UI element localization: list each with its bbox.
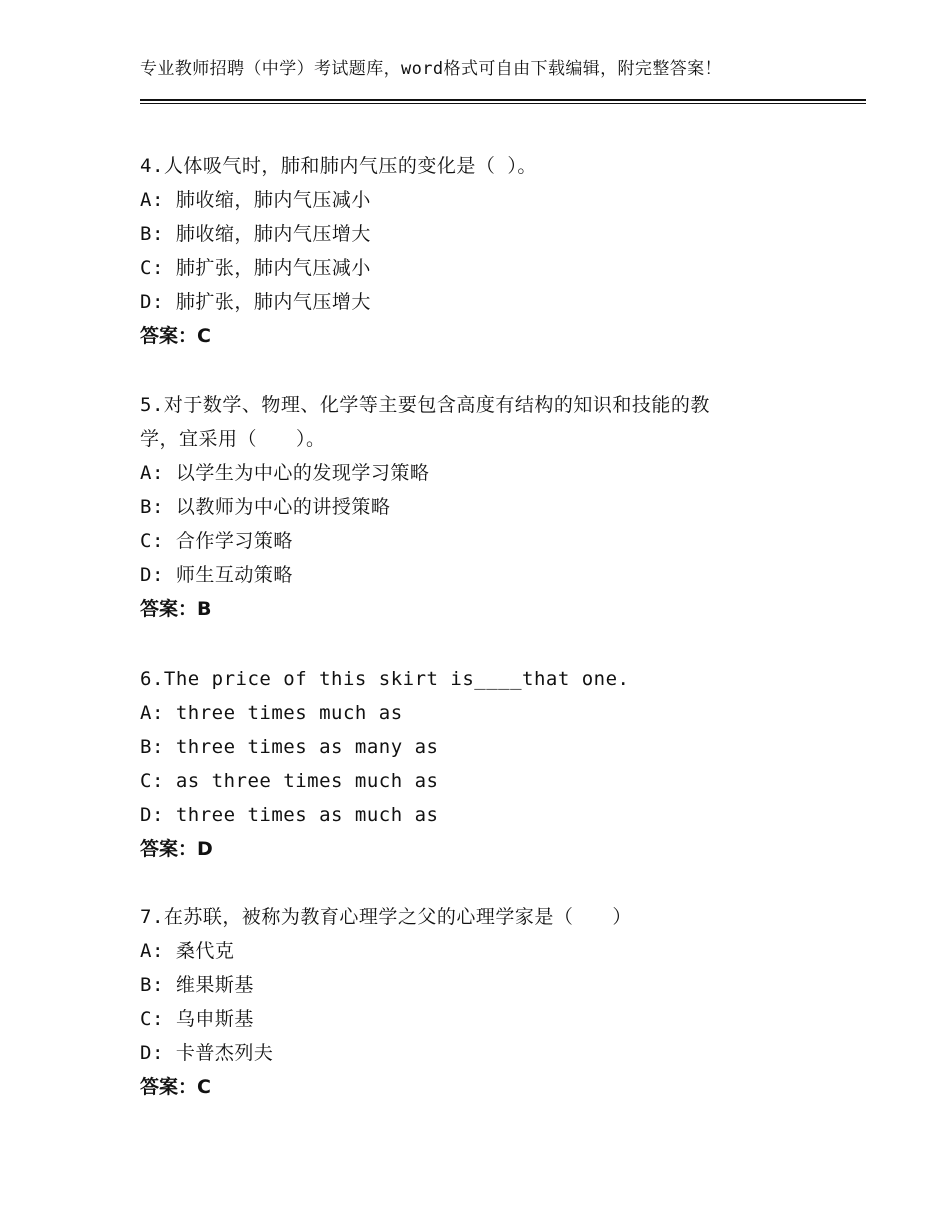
answer-label: 答案：D xyxy=(140,838,213,860)
answer-label: 答案：C xyxy=(140,325,211,347)
option-d: D: three times as much as xyxy=(140,804,439,826)
question-stem: 7.在苏联，被称为教育心理学之父的心理学家是（ ） xyxy=(140,906,632,928)
option-c: C: 合作学习策略 xyxy=(140,530,293,552)
option-c: C: as three times much as xyxy=(140,770,439,792)
option-c: C: 乌申斯基 xyxy=(140,1008,254,1030)
question-4 xyxy=(140,149,840,353)
option-d: D: 卡普杰列夫 xyxy=(140,1042,274,1064)
option-b: B: three times as many as xyxy=(140,736,439,758)
header-divider-thick xyxy=(140,99,866,101)
answer-label: 答案：C xyxy=(140,1076,211,1098)
header-divider-thin xyxy=(140,103,866,104)
question-stem-continued: 学，宜采用（ ）。 xyxy=(140,428,326,450)
option-a: A: three times much as xyxy=(140,702,403,724)
question-stem: 6.The price of this skirt is____that one. xyxy=(140,668,630,690)
page-header: 专业教师招聘（中学）考试题库，word格式可自由下载编辑，附完整答案！ xyxy=(140,59,722,79)
option-d: D: 师生互动策略 xyxy=(140,564,293,586)
question-stem: 5.对于数学、物理、化学等主要包含高度有结构的知识和技能的教 xyxy=(140,394,710,416)
option-a: A: 肺收缩，肺内气压减小 xyxy=(140,189,371,211)
option-b: B: 肺收缩，肺内气压增大 xyxy=(140,223,371,245)
option-b: B: 以教师为中心的讲授策略 xyxy=(140,496,391,518)
answer-label: 答案：B xyxy=(140,598,212,620)
option-a: A: 桑代克 xyxy=(140,940,235,962)
option-c: C: 肺扩张，肺内气压减小 xyxy=(140,257,371,279)
question-stem: 4.人体吸气时，肺和肺内气压的变化是（ ）。 xyxy=(140,155,537,177)
option-a: A: 以学生为中心的发现学习策略 xyxy=(140,462,430,484)
option-d: D: 肺扩张，肺内气压增大 xyxy=(140,291,371,313)
option-b: B: 维果斯基 xyxy=(140,974,254,996)
question-5 xyxy=(140,388,840,626)
question-7 xyxy=(140,900,840,1104)
question-6 xyxy=(140,662,840,866)
